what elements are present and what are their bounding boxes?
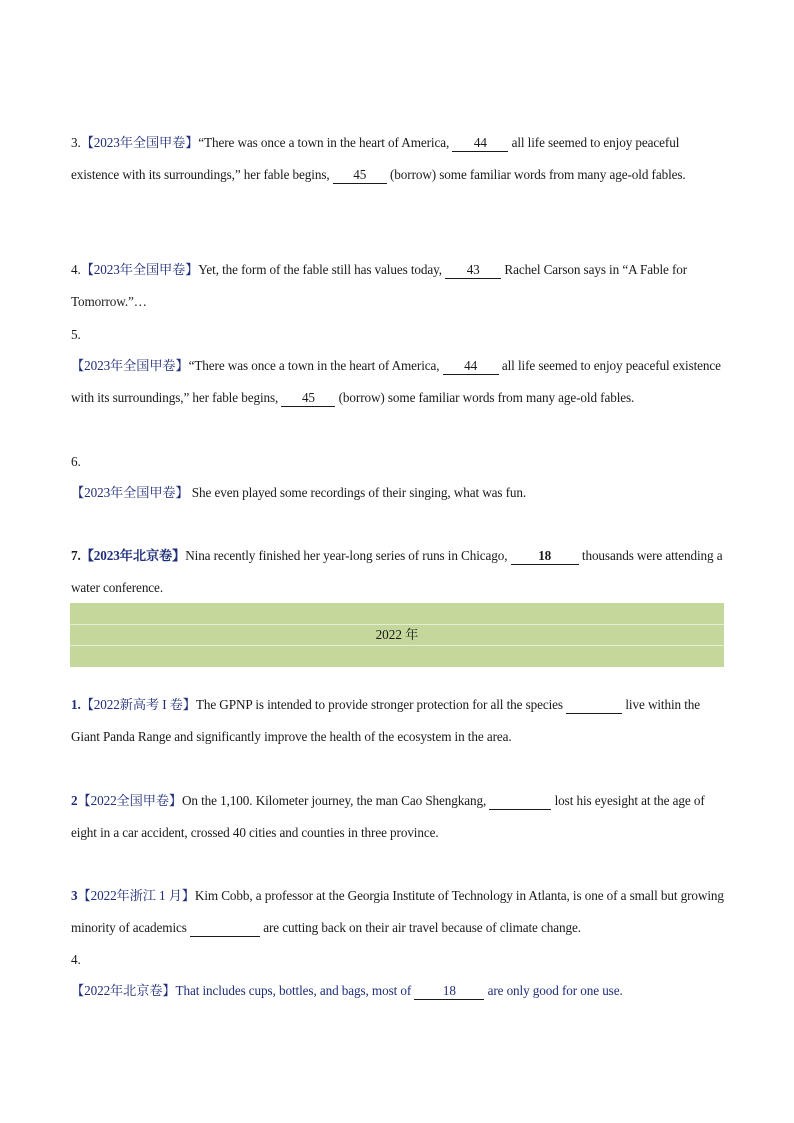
question-text: “There was once a town in the heart of America, xyxy=(198,135,453,150)
question-number: 4. xyxy=(71,952,81,967)
source-tag: 【2022新高考 I 卷】 xyxy=(80,697,196,712)
section-title: 2022 年 xyxy=(375,627,419,642)
question-number: 5. xyxy=(71,327,81,342)
source-tag: 【2023年北京卷】 xyxy=(80,548,186,563)
question-text: Rachel Carson says in “A Fable for Tomorrow.”… xyxy=(71,262,688,309)
question-text: (borrow) some familiar words from many age-old fables. xyxy=(335,389,635,405)
answer-blank xyxy=(566,697,622,714)
question-text: On the 1,100. Kilometer journey, the man Cao Shengkang, xyxy=(182,793,490,808)
source-tag: 【2023年全国甲卷】 xyxy=(71,485,189,500)
source-tag: 【2022年浙江 1 月】 xyxy=(77,888,195,903)
question-number: 6. xyxy=(71,454,81,469)
answer-blank xyxy=(489,793,551,810)
source-tag: 【2023年全国甲卷】 xyxy=(80,262,199,277)
question-number: 2 xyxy=(71,793,78,808)
answer-blank: 45 xyxy=(333,167,387,184)
question-text: The GPNP is intended to provide stronger protection for all the species xyxy=(195,697,567,712)
question-number: 1. xyxy=(71,697,81,712)
question-2022-4 xyxy=(71,944,725,1007)
question-text: all life seemed to enjoy peaceful existence with its surroundings,” her fable begins, xyxy=(71,358,721,405)
answer-blank: 44 xyxy=(452,135,508,152)
question-text: She even played some recordings of their singing, what was fun. xyxy=(188,485,527,500)
question-text: That includes cups, bottles, and bags, most of xyxy=(175,983,415,998)
answer-blank: 18 xyxy=(511,548,579,565)
question-text: live within the Giant Panda Range and significantly improve the health of the ecosystem in the area. xyxy=(71,697,701,744)
question-2023-4 xyxy=(71,254,725,317)
question-text: thousands were attending a water conference. xyxy=(71,548,723,595)
answer-blank: 43 xyxy=(445,262,501,279)
question-number: 3 xyxy=(71,888,78,903)
answer-blank xyxy=(190,920,260,937)
question-number: 4. xyxy=(71,262,81,277)
section-header-2022 xyxy=(70,603,724,667)
source-tag: 【2023年全国甲卷】 xyxy=(80,135,199,150)
answer-blank: 45 xyxy=(281,390,335,407)
question-number: 7. xyxy=(71,548,81,563)
question-2023-3 xyxy=(71,127,725,190)
question-2022-3 xyxy=(71,880,725,943)
question-text: Yet, the form of the fable still has values today, xyxy=(198,262,446,277)
question-number: 3. xyxy=(71,135,81,150)
question-text: are only good for one use. xyxy=(484,983,623,998)
question-text: “There was once a town in the heart of America, xyxy=(188,358,443,373)
source-tag: 【2023年全国甲卷】 xyxy=(71,358,189,373)
question-2023-6 xyxy=(71,446,725,509)
source-tag: 【2022全国甲卷】 xyxy=(77,793,182,808)
question-text: all life seemed to enjoy peaceful existence with its surroundings,” her fable begins, xyxy=(71,135,680,182)
answer-blank: 44 xyxy=(443,358,499,375)
question-text: (borrow) some familiar words from many age-old fables. xyxy=(386,166,686,182)
answer-blank: 18 xyxy=(414,983,484,1000)
question-text: Nina recently finished her year-long series of runs in Chicago, xyxy=(185,548,511,563)
question-2023-5 xyxy=(71,319,725,413)
question-text: Kim Cobb, a professor at the Georgia Institute of Technology in Atlanta, is one of a small but growing minority of academics xyxy=(71,888,724,935)
question-text: lost his eyesight at the age of eight in a car accident, crossed 40 cities and counties in three province. xyxy=(71,793,705,840)
source-tag: 【2022年北京卷】 xyxy=(71,983,176,998)
question-2022-1 xyxy=(71,689,725,752)
question-2023-7 xyxy=(71,540,725,603)
question-2022-2 xyxy=(71,785,725,848)
question-text: are cutting back on their air travel because of climate change. xyxy=(260,919,581,935)
